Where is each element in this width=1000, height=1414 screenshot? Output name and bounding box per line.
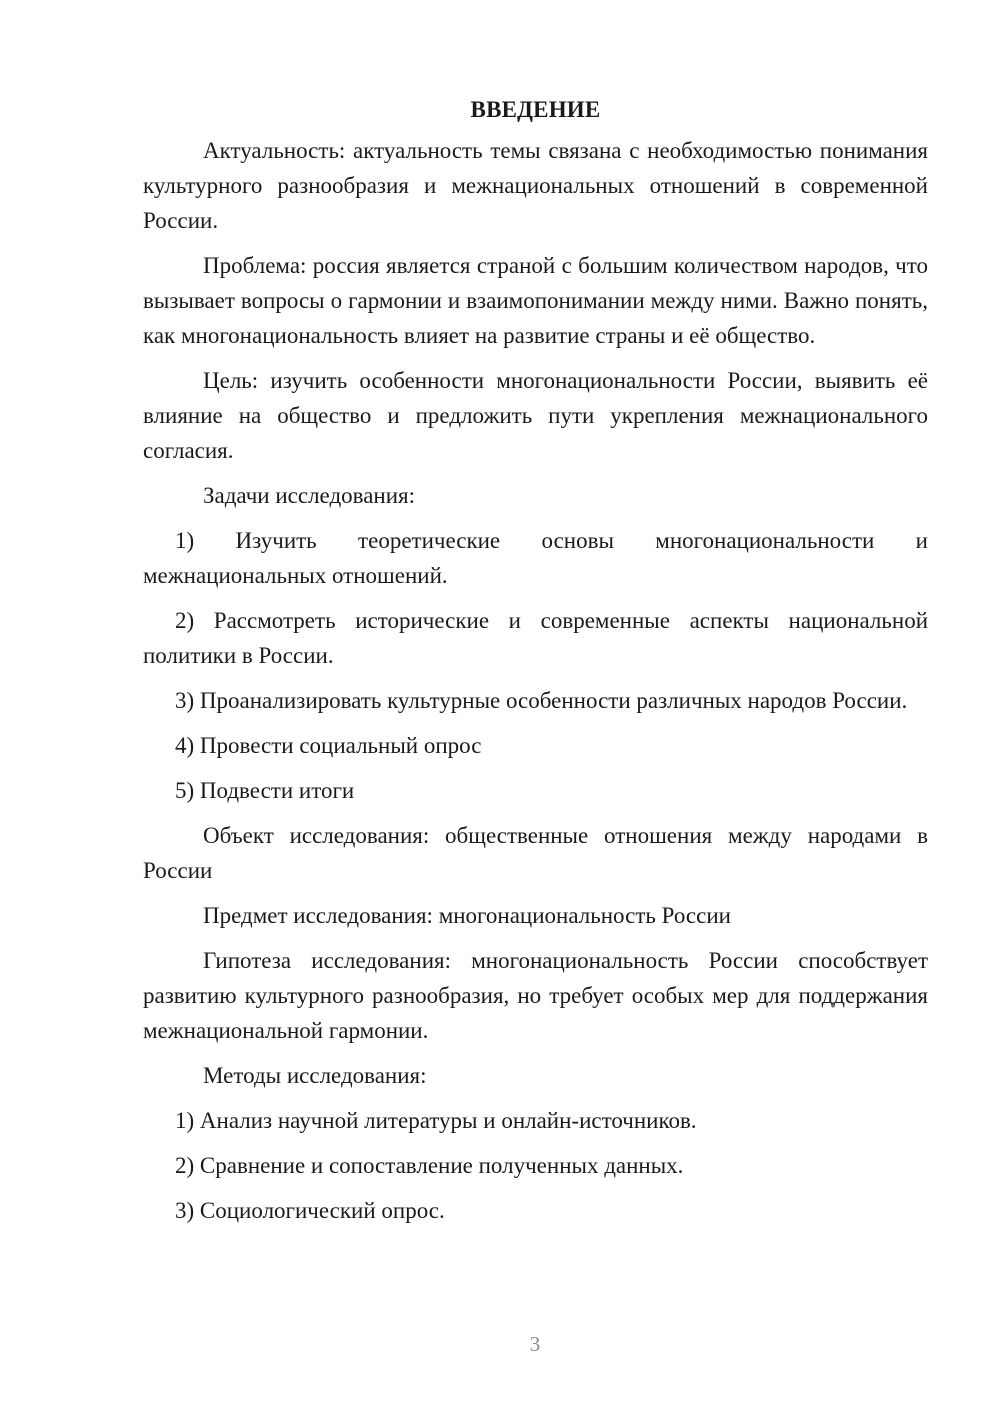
goal-paragraph: Цель: изучить особенности многонациональности России, выявить её влияние на общество и предложить пути укрепления межнационального согласия. [143, 368, 928, 463]
subject-paragraph: Предмет исследования: многонациональность России [203, 903, 731, 928]
page-content [143, 92, 928, 1238]
tasks-title: Задачи исследования: [203, 483, 416, 508]
method-item: 2) Сравнение и сопоставление полученных данных. [175, 1153, 684, 1178]
object-paragraph: Объект исследования: общественные отношения между народами в России [143, 823, 928, 883]
method-item: 3) Социологический опрос. [175, 1198, 445, 1223]
hypothesis-paragraph: Гипотеза исследования: многонациональность России способствует развитию культурного разнообразия, но требует особых мер для поддержания межнациональной гармонии. [143, 948, 928, 1043]
task-item: 4) Провести социальный опрос [175, 733, 482, 758]
task-item: 3) Проанализировать культурные особенности различных народов России. [175, 688, 908, 713]
methods-title: Методы исследования: [203, 1063, 427, 1088]
task-item: 1) Изучить теоретические основы многонациональности и межнациональных отношений. [143, 528, 928, 588]
page-number: 3 [529, 1332, 541, 1356]
relevance-paragraph: Актуальность: актуальность темы связана с необходимостью понимания культурного разнообразия и межнациональных отношений в современной России. [143, 138, 928, 233]
problem-paragraph: Проблема: россия является страной с большим количеством народов, что вызывает вопросы о гармонии и взаимопонимании между ними. Важно понять, как многонациональность влияет на развитие страны и её общество. [143, 253, 928, 348]
task-item: 5) Подвести итоги [175, 778, 355, 803]
section-heading: ВВЕДЕНИЕ [470, 97, 601, 122]
task-item: 2) Рассмотреть исторические и современные аспекты национальной политики в России. [143, 608, 928, 668]
method-item: 1) Анализ научной литературы и онлайн-источников. [175, 1108, 697, 1133]
